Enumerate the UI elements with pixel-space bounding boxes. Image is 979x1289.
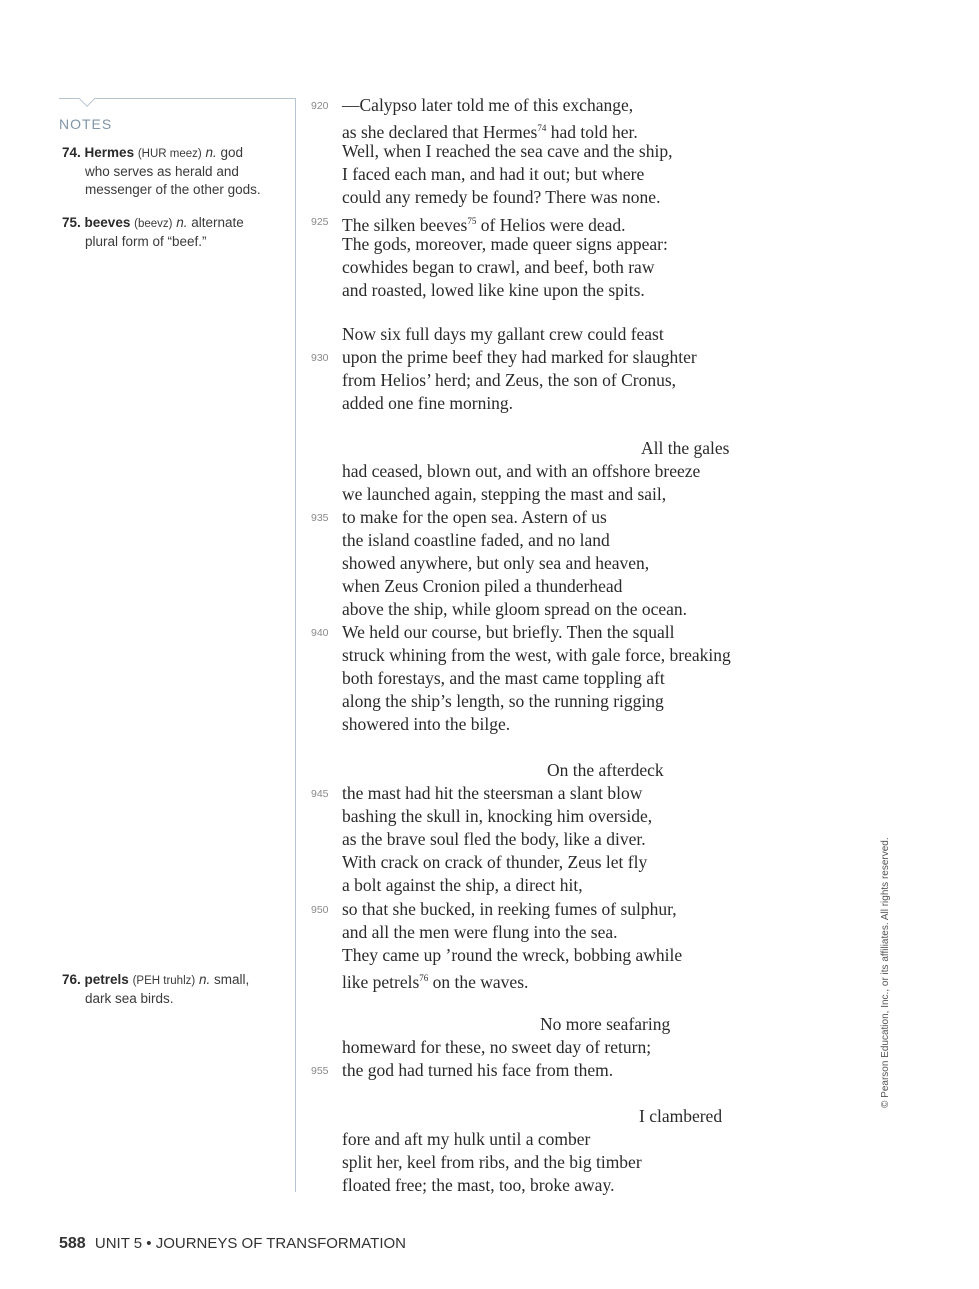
note-pronunciation: (HUR meez) xyxy=(137,148,202,160)
poem-line: to make for the open sea. Astern of us xyxy=(342,507,607,527)
poem-line: we launched again, stepping the mast and sail, xyxy=(342,484,667,504)
poem-line-text: of Helios were dead. xyxy=(480,215,626,235)
note-part-of-speech: n. xyxy=(198,972,211,987)
poem-line: showed anywhere, but only sea and heaven, xyxy=(342,553,650,573)
poem-line: above the ship, while gloom spread on the ocean. xyxy=(342,599,688,619)
poem-line: struck whining from the west, with gale force, breaking xyxy=(342,645,731,665)
line-number: 935 xyxy=(311,512,329,524)
unit-title: UNIT 5 • JOURNEYS OF TRANSFORMATION xyxy=(94,1235,406,1252)
poem-line: showered into the bilge. xyxy=(342,714,511,734)
poem-line: homeward for these, no sweet day of return; xyxy=(342,1037,652,1057)
note-75 xyxy=(62,214,287,251)
poem-line: the island coastline faded, and no land xyxy=(342,530,610,550)
note-74 xyxy=(62,144,287,199)
poem-line: could any remedy be found? There was none. xyxy=(342,187,661,207)
note-number: 74. xyxy=(62,145,81,160)
note-pronunciation: (PEH truhlz) xyxy=(132,975,196,987)
note-definition: dark sea birds. xyxy=(85,991,174,1006)
line-number: 930 xyxy=(311,352,329,364)
poem-line: upon the prime beef they had marked for slaughter xyxy=(342,347,697,367)
poem-line: With crack on crack of thunder, Zeus let fly xyxy=(342,852,648,872)
poem-line-text: had told her. xyxy=(550,122,638,142)
poem-line: the mast had hit the steersman a slant blow xyxy=(342,783,643,803)
line-number: 920 xyxy=(311,100,329,112)
footnote-ref-76[interactable]: 76 xyxy=(419,973,429,983)
poem-line: cowhides began to crawl, and beef, both raw xyxy=(342,257,655,277)
line-number: 950 xyxy=(311,904,329,916)
poem-line-text: like petrels xyxy=(342,972,420,992)
poem-line-text: as she declared that Hermes xyxy=(342,122,538,142)
note-definition-start: god xyxy=(220,145,244,160)
poem-line: We held our course, but briefly. Then the squall xyxy=(342,622,675,642)
line-number: 945 xyxy=(311,788,329,800)
note-definition-start: alternate xyxy=(191,215,244,230)
poem-line: split her, keel from ribs, and the big timber xyxy=(342,1152,642,1172)
poem-line: fore and aft my hulk until a comber xyxy=(342,1129,591,1149)
poem-line: had ceased, blown out, and with an offshore breeze xyxy=(342,461,701,481)
page-number: 588 xyxy=(59,1235,86,1252)
poem-line-text: on the waves. xyxy=(432,972,529,992)
poem-line: both forestays, and the mast came toppling aft xyxy=(342,668,665,688)
notes-title: NOTES xyxy=(59,116,113,132)
poem-line: —Calypso later told me of this exchange, xyxy=(342,95,634,115)
poem-line: They came up ’round the wreck, bobbing awhile xyxy=(342,945,683,965)
copyright-credit: © Pearson Education, Inc., or its affiliates. All rights reserved. xyxy=(880,837,891,1108)
poem-line-text: The silken beeves xyxy=(342,215,468,235)
poem-line: when Zeus Cronion piled a thunderhead xyxy=(342,576,623,596)
notes-column-border xyxy=(295,98,296,1192)
footnote-ref-74[interactable]: 74 xyxy=(537,123,547,133)
poem-line: so that she bucked, in reeking fumes of sulphur, xyxy=(342,899,677,919)
poem-line: I clambered xyxy=(639,1106,723,1126)
poem-line: Well, when I reached the sea cave and the ship, xyxy=(342,141,673,161)
notes-notch xyxy=(77,98,97,110)
poem-line: The gods, moreover, made queer signs appear: xyxy=(342,234,668,254)
page-footer xyxy=(59,1235,406,1253)
poem-line: No more seafaring xyxy=(540,1014,671,1034)
line-number: 955 xyxy=(311,1065,329,1077)
poem-line: I faced each man, and had it out; but where xyxy=(342,164,645,184)
note-definition: who serves as herald and messenger of the other gods. xyxy=(85,164,261,197)
note-76 xyxy=(62,971,287,1008)
poem-line: All the gales xyxy=(641,438,730,458)
note-number: 75. xyxy=(62,215,81,230)
note-term: petrels xyxy=(84,972,129,987)
note-definition: plural form of “beef.” xyxy=(85,234,207,249)
poem-line: and roasted, lowed like kine upon the spits. xyxy=(342,280,645,300)
footnote-ref-75[interactable]: 75 xyxy=(467,216,477,226)
poem-line xyxy=(342,967,528,994)
poem-line: a bolt against the ship, a direct hit, xyxy=(342,875,583,895)
poem-line: the god had turned his face from them. xyxy=(342,1060,614,1080)
note-part-of-speech: n. xyxy=(176,215,188,230)
poem-line: as the brave soul fled the body, like a diver. xyxy=(342,829,646,849)
poem-line: from Helios’ herd; and Zeus, the son of Cronus, xyxy=(342,370,677,390)
poem-line: bashing the skull in, knocking him overside, xyxy=(342,806,653,826)
line-number: 940 xyxy=(311,627,329,639)
poem-line: and all the men were flung into the sea. xyxy=(342,922,618,942)
poem-line: Now six full days my gallant crew could feast xyxy=(342,324,664,344)
line-number: 925 xyxy=(311,216,329,228)
poem-line: On the afterdeck xyxy=(547,760,664,780)
note-definition-start: small, xyxy=(214,972,250,987)
note-pronunciation: (beevz) xyxy=(134,218,173,230)
poem-line: floated free; the mast, too, broke away. xyxy=(342,1175,615,1195)
note-part-of-speech: n. xyxy=(205,145,217,160)
poem-line: added one fine morning. xyxy=(342,393,514,413)
note-term: Hermes xyxy=(84,145,135,160)
note-number: 76. xyxy=(62,972,81,987)
poem-line: along the ship’s length, so the running rigging xyxy=(342,691,664,711)
note-term: beeves xyxy=(84,215,131,230)
